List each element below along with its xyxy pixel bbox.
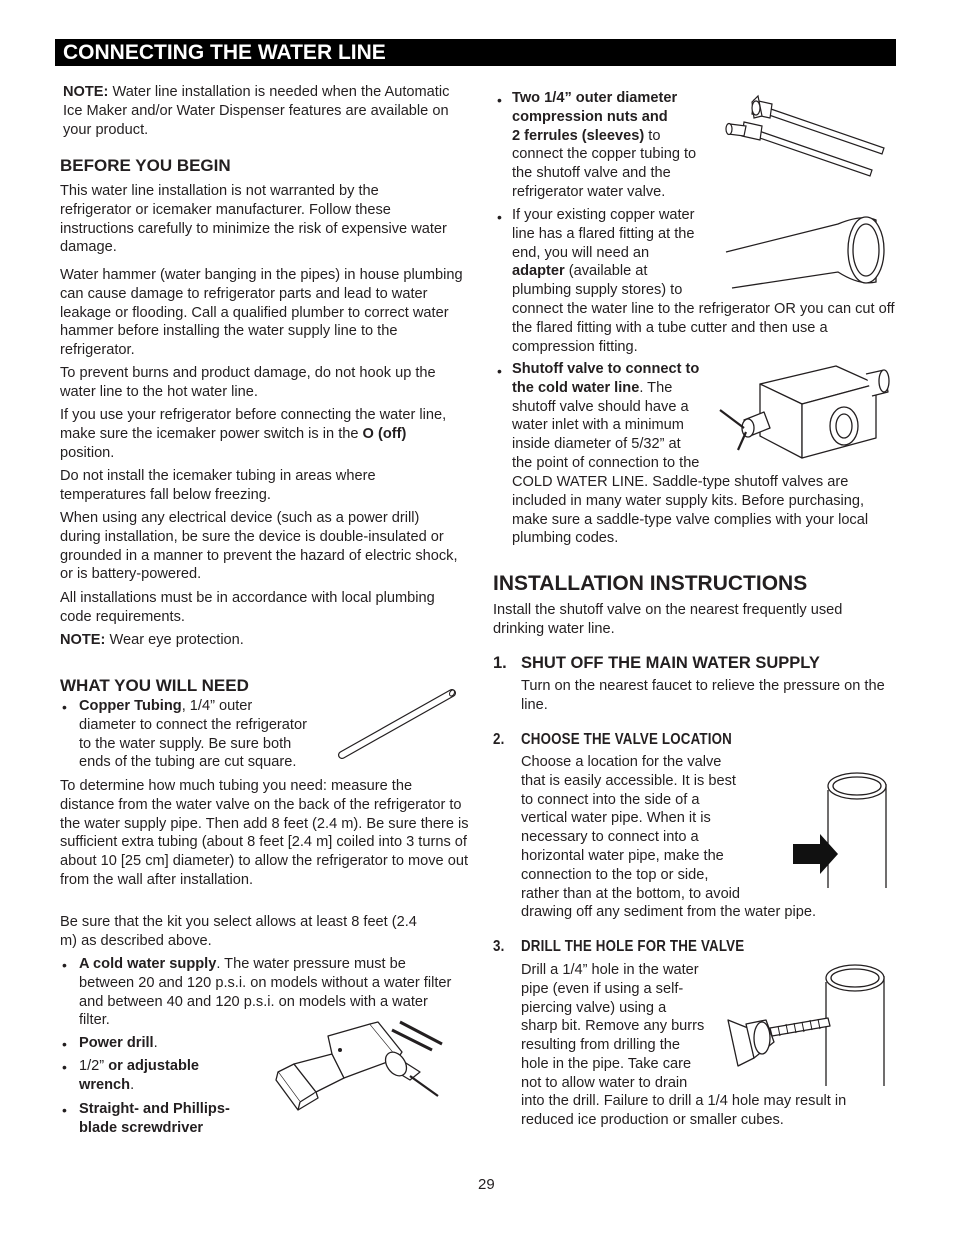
compression-nuts-illustration	[724, 92, 894, 182]
paragraph-warranty: This water line installation is not warranted by the refrigerator or icemaker manufacturer. Follow these instructions carefully to minimize the risk of expensive water damage.	[60, 183, 447, 256]
before-you-begin-heading: BEFORE YOU BEGIN	[60, 156, 231, 175]
paragraph-measure: To determine how much tubing you need: measure the distance from the water valve on the back of the refrigerator to the water supply pipe. Then add 8 feet (2.4 m). Be sure there is sufficient extra tubing (about 8 feet [2.4 m] coiled into 3 turns of about 10 [25 cm] diameter) to allow the refrigerator to move out from the wall after installation.	[60, 778, 469, 888]
copper-tubing-item: Copper Tubing, 1/4” outer diameter to connect the refrigerator to the water supply. Be sure both ends of the tubing are cut square.	[79, 698, 307, 771]
note-eye-protection: NOTE: Wear eye protection.	[60, 632, 244, 648]
installation-intro: Install the shutoff valve on the nearest frequently used drinking water line.	[493, 602, 843, 637]
step2-text-continued: drawing off any sediment from the water pipe.	[521, 904, 817, 920]
bullet: •	[497, 92, 502, 108]
step1-title: SHUT OFF THE MAIN WATER SUPPLY	[521, 654, 820, 672]
drill-pipe-illustration	[726, 962, 892, 1090]
bullet: •	[497, 363, 502, 379]
paragraph-water-hammer: Water hammer (water banging in the pipes) in house plumbing can cause damage to refrigerator parts and lead to water leakage or flooding. Call a qualified plumber to correct water hammer before installing the water supply line to the refrigerator.	[60, 267, 463, 359]
copper-tubing-illustration	[336, 688, 461, 763]
wrench-item: 1/2” or adjustable wrench.	[79, 1058, 200, 1093]
paragraph-icemaker-switch: If you use your refrigerator before connecting the water line, make sure the icemaker power switch is in the O (off) position.	[60, 407, 447, 461]
step3-text: Drill a 1/4” hole in the water pipe (even if using a self- piercing valve) using a sharp bit. Remove any burrs resulting from drilling the hole in the pipe. Take care not to allow water to drain	[521, 962, 705, 1091]
power-drill-item: Power drill.	[79, 1035, 158, 1051]
flared-fitting-illustration	[726, 210, 888, 292]
bullet: •	[62, 1059, 67, 1075]
shutoff-valve-item: Shutoff valve to connect to the cold water line. The shutoff valve should have a water inlet with a minimum inside diameter of 5/32” at the point of connection to the	[512, 361, 700, 471]
installation-heading: INSTALLATION INSTRUCTIONS	[493, 572, 808, 595]
paragraph-plumbing-code: All installations must be in accordance with local plumbing code requirements.	[60, 590, 435, 625]
page-number: 29	[478, 1176, 495, 1193]
step2-number: 2.	[493, 731, 505, 748]
note-intro: NOTE: Water line installation is needed when the Automatic Ice Maker and/or Water Dispenser features are available on your product.	[63, 84, 450, 138]
bullet: •	[62, 957, 67, 973]
paragraph-electrical: When using any electrical device (such as a power drill) during installation, be sure the device is double-insulated or grounded in a manner to prevent the hazard of electric shock, or is battery-powered.	[60, 510, 458, 583]
bullet: •	[62, 1102, 67, 1118]
bullet: •	[497, 209, 502, 225]
bullet: •	[62, 1036, 67, 1052]
flared-fitting-item: If your existing copper water line has a flared fitting at the end, you will need an adapter (available at plumbing supply stores) to	[512, 207, 695, 299]
flared-fitting-continued: connect the water line to the refrigerator OR you can cut off the flared fitting with a tube cutter and then use a compression fitting.	[512, 301, 895, 355]
bullet: •	[62, 699, 67, 715]
step3-number: 3.	[493, 938, 505, 955]
step1-text: Turn on the nearest faucet to relieve the pressure on the line.	[521, 678, 885, 713]
shutoff-valve-illustration	[716, 362, 892, 470]
power-drill-illustration	[270, 1020, 450, 1115]
paragraph-kit: Be sure that the kit you select allows at least 8 feet (2.4 m) as described above.	[60, 914, 417, 949]
step3-text-continued: into the drill. Failure to drill a 1/4 hole may result in reduced ice production or smaller cubes.	[521, 1093, 847, 1128]
vertical-pipe-illustration	[790, 770, 890, 892]
shutoff-valve-continued: COLD WATER LINE. Saddle-type shutoff valves are included in many water supply kits. Before purchasing, make sure a saddle-type valve complies with your local plumbing codes.	[512, 474, 869, 547]
section-banner: CONNECTING THE WATER LINE	[55, 39, 896, 66]
paragraph-hot-water: To prevent burns and product damage, do not hook up the water line to the hot water line.	[60, 365, 436, 400]
step1-number: 1.	[493, 654, 507, 672]
step3-title: DRILL THE HOLE FOR THE VALVE	[521, 938, 745, 955]
screwdriver-item: Straight- and Phillips- blade screwdriver	[79, 1101, 230, 1136]
compression-nuts-item: Two 1/4” outer diameter compression nuts and 2 ferrules (sleeves) to connect the copper tubing to the shutoff valve and the refrigerator water valve.	[512, 90, 697, 200]
what-you-will-need-heading: WHAT YOU WILL NEED	[60, 676, 249, 695]
step2-title: CHOOSE THE VALVE LOCATION	[521, 731, 732, 748]
paragraph-freezing: Do not install the icemaker tubing in areas where temperatures fall below freezing.	[60, 468, 376, 503]
cold-water-item: A cold water supply. The water pressure must be between 20 and 120 p.s.i. on models without a water filter and between 40 and 120 p.s.i. on models with a water filter.	[79, 956, 452, 1029]
step2-text: Choose a location for the valve that is easily accessible. It is best to connect into the side of a vertical water pipe. When it is necessary to connect into a horizontal water pipe, make the connection to the top or side, rather than at the bottom, to avoid	[521, 754, 741, 902]
